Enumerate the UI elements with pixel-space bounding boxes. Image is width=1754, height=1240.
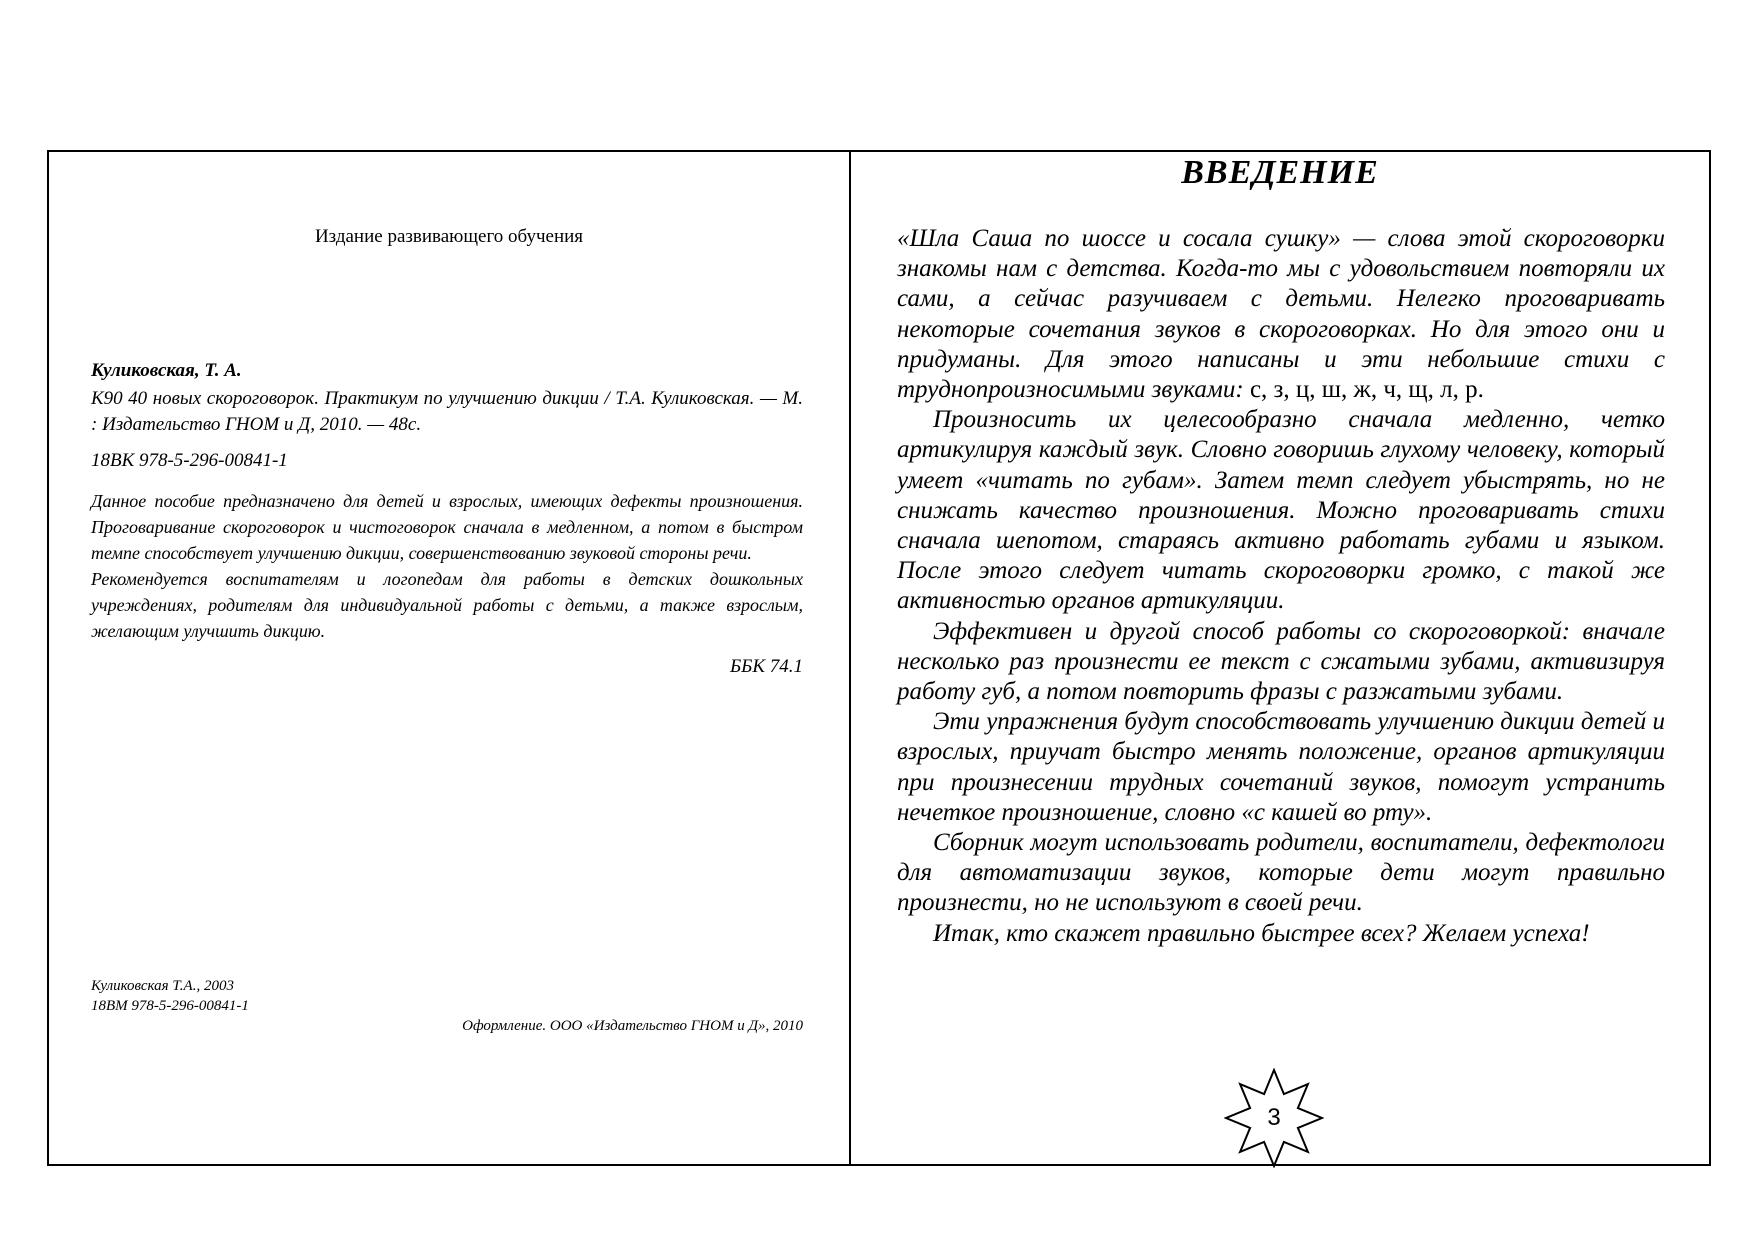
intro-paragraph bbox=[897, 224, 1665, 405]
annotation-paragraph: Данное пособие предназначено для детей и взрослых, имеющих дефекты произношения. Проговаривание скороговорок и чистоговорок сначала в медленном, а потом в быстром темпе способствует улучшению дикции, совершенствованию звуковой стороны речи. bbox=[91, 491, 803, 563]
catalog-card bbox=[91, 358, 803, 680]
left-page bbox=[49, 152, 849, 1164]
copyright-block bbox=[91, 976, 249, 1016]
intro-paragraph: Произносить их целесообразно сначала медленно, четко артикулируя каждый звук. Словно говоришь глухому человеку, который умеет «читать по губам». Затем темп следует убыстрять, но не снижать качество произношения. Можно проговаривать стихи сначала шепотом, стараясь активно работать губами и языком. После этого следует читать скороговорки громко, с такой же активностью органов артикуляции. bbox=[897, 406, 1665, 615]
copyright-isbn: 18ВМ 978-5-296-00841-1 bbox=[91, 998, 249, 1014]
edition-note: Издание развивающего обучения bbox=[314, 226, 584, 247]
right-page bbox=[851, 152, 1709, 1164]
sounds-list: с, з, ц, ш, ж, ч, щ, л, р. bbox=[1243, 376, 1484, 404]
intro-paragraph: Эффективен и другой способ работы со скороговоркой: вначале несколько раз произнести ее текст с сжатыми зубами, активизируя работу губ, а потом повторить фразы с разжатыми зубами. bbox=[897, 617, 1665, 706]
annotation bbox=[91, 488, 803, 644]
bbk-code: ББК 74.1 bbox=[729, 656, 803, 677]
intro-text bbox=[897, 224, 1665, 949]
bibliographic-reference: К90 40 новых скороговорок. Практикум по улучшению дикции / Т.А. Куликовская. — М. : Издательство ГНОМ и Д, 2010. — 48с. bbox=[91, 388, 803, 435]
annotation-paragraph: Рекомендуется воспитателям и логопедам для работы в детских дошкольных учреждениях, родителям для индивидуальной работы с детьми, а также взрослым, желающим улучшить дикцию. bbox=[91, 569, 803, 641]
isbn: 18ВК 978-5-296-00841-1 bbox=[91, 450, 288, 471]
author-name: Куликовская, Т. А. bbox=[91, 360, 242, 381]
page-number: 3 bbox=[1267, 1104, 1281, 1131]
intro-paragraph-text: «Шла Саша по шоссе и сосала сушку» — слова этой скороговорки знакомы нам с детства. Когда-то мы с удовольствием повторяли их сами, а сейчас разучиваем с детьми. Нелегко проговаривать некоторые сочетания звуков в скороговорках. Но для этого они и придуманы. Для этого написаны и эти небольшие стихи с труднопроизносимыми звуками: bbox=[897, 225, 1665, 404]
book-spread bbox=[47, 150, 1711, 1166]
intro-paragraph: Итак, кто скажет правильно быстрее всех? Желаем успеха! bbox=[933, 919, 1590, 947]
intro-paragraph: Сборник могут использовать родители, воспитатели, дефектологи для автоматизации звуков, которые дети могут правильно произнести, но не используют в своей речи. bbox=[897, 829, 1665, 917]
page-title: ВВЕДЕНИЕ bbox=[1181, 154, 1379, 191]
design-credit: Оформление. ООО «Издательство ГНОМ и Д», 2010 bbox=[462, 1018, 803, 1034]
copyright-author: Куликовская Т.А., 2003 bbox=[91, 978, 234, 994]
intro-paragraph: Эти упражнения будут способствовать улучшению дикции детей и взрослых, приучат быстро менять положение, органов артикуляции при произнесении трудных сочетаний звуков, помогут устранить нечеткое произношение, словно «с кашей во рту». bbox=[897, 708, 1665, 826]
